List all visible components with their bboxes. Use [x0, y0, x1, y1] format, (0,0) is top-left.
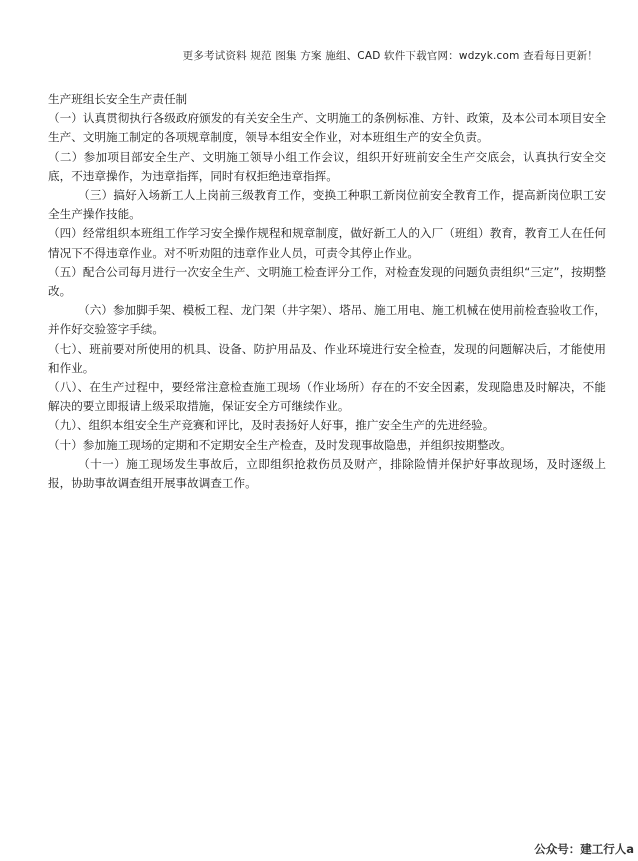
paragraph-2: （二）参加项目部安全生产、文明施工领导小组工作会议，组织开好班前安全生产交底会，认真执行安全交底，不违章操作，为违章指挥，同时有权拒绝违章指挥。: [48, 149, 606, 183]
footer-note: 公众号：建工行人a: [534, 842, 634, 856]
document-title: 生产班组长安全生产责任制: [48, 92, 188, 106]
paragraph-7: （七）、班前要对所使用的机具、设备、防护用品及、作业环境进行安全检查，发现的问题解决后，才能使用和作业。: [48, 341, 606, 375]
paragraph-4: （四）经常组织本班组工作学习安全操作规程和规章制度，做好新工人的入厂（班组）教育，教育工人在任何情况下不得违章作业。对不听劝阻的违章作业人员，可责令其停止作业。: [48, 226, 606, 260]
paragraph-5: （五）配合公司每月进行一次安全生产、文明施工检查评分工作，对检查发现的问题负责组织“三定”，按期整改。: [48, 264, 606, 299]
header-note: 更多考试资料 规范 图集 方案 施组、CAD 软件下载官网：wdzyk.com 查看每日更新！: [182, 50, 598, 62]
paragraph-10: （十）参加施工现场的定期和不定期安全生产检查，及时发现事故隐患，并组织按期整改。: [48, 437, 512, 452]
paragraph-9: （九）、组织本组安全生产竞赛和评比，及时表扬好人好事，推广安全生产的先进经验。: [48, 418, 495, 433]
document-body: [48, 90, 606, 493]
paragraph-3: （三）搞好入场新工人上岗前三级教育工作，变换工种职工新岗位前安全教育工作，提高新岗位职工安全生产操作技能。: [48, 188, 606, 222]
paragraph-8: （八）、在生产过程中，要经常注意检查施工现场（作业场所）存在的不安全因素，发现隐患及时解决，不能解决的要立即报请上级采取措施，保证安全方可继续作业。: [48, 380, 606, 414]
paragraph-11: （十一）施工现场发生事故后，立即组织抢救伤员及财产，排除险情并保护好事故现场，及时逐级上报，协助事故调查组开展事故调查工作。: [48, 456, 606, 491]
paragraph-6: （六）参加脚手架、模板工程、龙门架（井字架）、塔吊、施工用电、施工机械在使用前检查验收工作，并作好交验签字手续。: [48, 303, 606, 337]
paragraph-1: （一）认真贯彻执行各级政府颁发的有关安全生产、文明施工的条例标准、方针、政策，及本公司本项目安全生产、文明施工制定的各项规章制度，领导本组安全作业，对本班组生产的安全负责。: [48, 111, 606, 145]
